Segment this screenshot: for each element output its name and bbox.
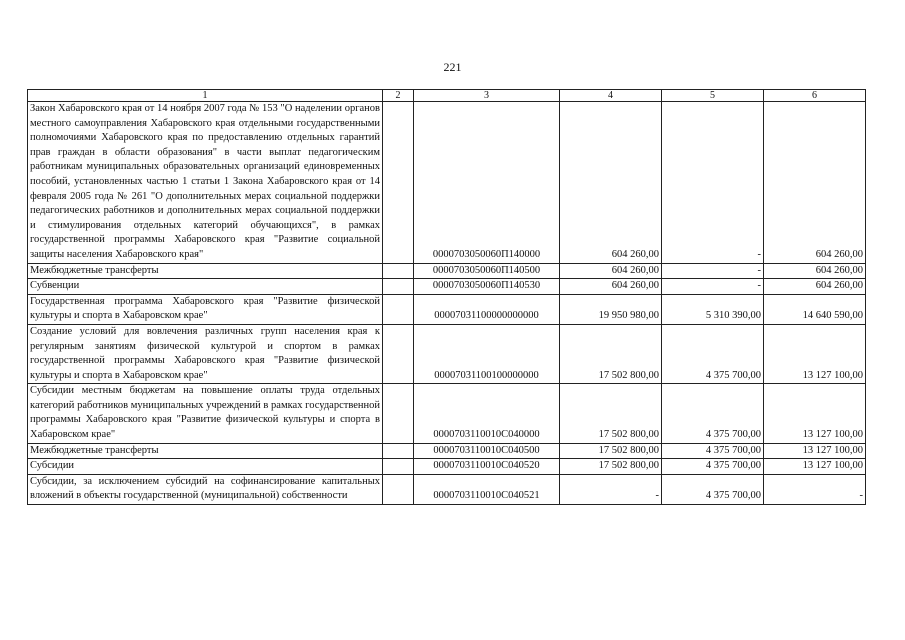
header-cell: 2 xyxy=(383,90,414,102)
row-value-col6: - xyxy=(764,474,866,504)
table-row xyxy=(28,324,866,383)
row-description: Субсидии xyxy=(28,459,383,475)
row-value-col4: 19 950 980,00 xyxy=(560,294,662,324)
row-description: Субсидии местным бюджетам на повышение оплаты труда отдельных категорий работников муниципальных учреждений в рамках государственной программы Хабаровского края "Развитие физической культуры и спорта в Хабаровском крае" xyxy=(28,384,383,443)
row-value-col4: 17 502 800,00 xyxy=(560,324,662,383)
header-cell: 1 xyxy=(28,90,383,102)
row-col2 xyxy=(383,263,414,279)
row-col2 xyxy=(383,102,414,264)
table-row xyxy=(28,443,866,459)
row-description: Закон Хабаровского края от 14 ноября 2007 года № 153 "О наделении органов местного самоуправления Хабаровского края отдельными государственными полномочиями Хабаровского края по предоставлению отдельных гарантий прав граждан в области образования" в части выплат педагогическим работникам муниципальных образовательных организаций единовременных пособий, установленных частью 1 статьи 1 Закона Хабаровского края от 14 февраля 2005 года № 261 "О дополнительных мерах социальной поддержки педагогических работников и дополнительных мерах социальной поддержки и стимулирования отдельных категорий обучающихся", в рамках государственной программы Хабаровского края "Развитие социальной защиты населения Хабаровского края" xyxy=(28,102,383,264)
row-value-col6: 14 640 590,00 xyxy=(764,294,866,324)
row-value-col6: 604 260,00 xyxy=(764,279,866,295)
budget-table xyxy=(27,89,866,505)
row-col2 xyxy=(383,474,414,504)
row-code: 0000703110010С040500 xyxy=(414,443,560,459)
row-value-col4: 604 260,00 xyxy=(560,279,662,295)
row-value-col5: 4 375 700,00 xyxy=(662,324,764,383)
table-row xyxy=(28,102,866,264)
row-value-col5: - xyxy=(662,102,764,264)
row-value-col4: 17 502 800,00 xyxy=(560,443,662,459)
row-value-col6: 604 260,00 xyxy=(764,263,866,279)
row-description: Создание условий для вовлечения различных групп населения края к регулярным занятиям физической культурой и спортом в рамках государственной программы Хабаровского края "Развитие физической культуры и спорта в Хабаровском крае" xyxy=(28,324,383,383)
row-value-col5: 4 375 700,00 xyxy=(662,384,764,443)
row-description: Государственная программа Хабаровского края "Развитие физической культуры и спорта в Хабаровском крае" xyxy=(28,294,383,324)
header-cell: 4 xyxy=(560,90,662,102)
table-row xyxy=(28,294,866,324)
row-description: Межбюджетные трансферты xyxy=(28,263,383,279)
row-code: 0000703110010С040521 xyxy=(414,474,560,504)
row-col2 xyxy=(383,384,414,443)
row-value-col4: 17 502 800,00 xyxy=(560,459,662,475)
row-value-col5: - xyxy=(662,263,764,279)
row-col2 xyxy=(383,443,414,459)
row-value-col4: 17 502 800,00 xyxy=(560,384,662,443)
row-value-col6: 13 127 100,00 xyxy=(764,443,866,459)
row-value-col6: 13 127 100,00 xyxy=(764,324,866,383)
table-row xyxy=(28,279,866,295)
row-code: 0000703050060П140000 xyxy=(414,102,560,264)
row-col2 xyxy=(383,279,414,295)
row-value-col4: 604 260,00 xyxy=(560,263,662,279)
row-value-col5: 4 375 700,00 xyxy=(662,443,764,459)
row-value-col5: 4 375 700,00 xyxy=(662,474,764,504)
table-header-row xyxy=(28,90,866,102)
row-value-col4: - xyxy=(560,474,662,504)
row-value-col6: 13 127 100,00 xyxy=(764,459,866,475)
row-value-col4: 604 260,00 xyxy=(560,102,662,264)
row-code: 0000703050060П140500 xyxy=(414,263,560,279)
row-code: 00007031100000000000 xyxy=(414,294,560,324)
header-cell: 5 xyxy=(662,90,764,102)
row-code: 00007031100100000000 xyxy=(414,324,560,383)
table-row xyxy=(28,474,866,504)
header-cell: 6 xyxy=(764,90,866,102)
table-row xyxy=(28,263,866,279)
row-value-col6: 604 260,00 xyxy=(764,102,866,264)
row-code: 0000703110010С040520 xyxy=(414,459,560,475)
row-col2 xyxy=(383,459,414,475)
row-description: Субвенции xyxy=(28,279,383,295)
row-col2 xyxy=(383,294,414,324)
row-value-col5: - xyxy=(662,279,764,295)
header-cell: 3 xyxy=(414,90,560,102)
row-value-col6: 13 127 100,00 xyxy=(764,384,866,443)
page-number: 221 xyxy=(443,60,462,74)
row-description: Субсидии, за исключением субсидий на софинансирование капитальных вложений в объекты государственной (муниципальной) собственности xyxy=(28,474,383,504)
row-description: Межбюджетные трансферты xyxy=(28,443,383,459)
table-row xyxy=(28,459,866,475)
table-row xyxy=(28,384,866,443)
row-code: 0000703110010С040000 xyxy=(414,384,560,443)
row-col2 xyxy=(383,324,414,383)
row-value-col5: 5 310 390,00 xyxy=(662,294,764,324)
row-value-col5: 4 375 700,00 xyxy=(662,459,764,475)
row-code: 0000703050060П140530 xyxy=(414,279,560,295)
